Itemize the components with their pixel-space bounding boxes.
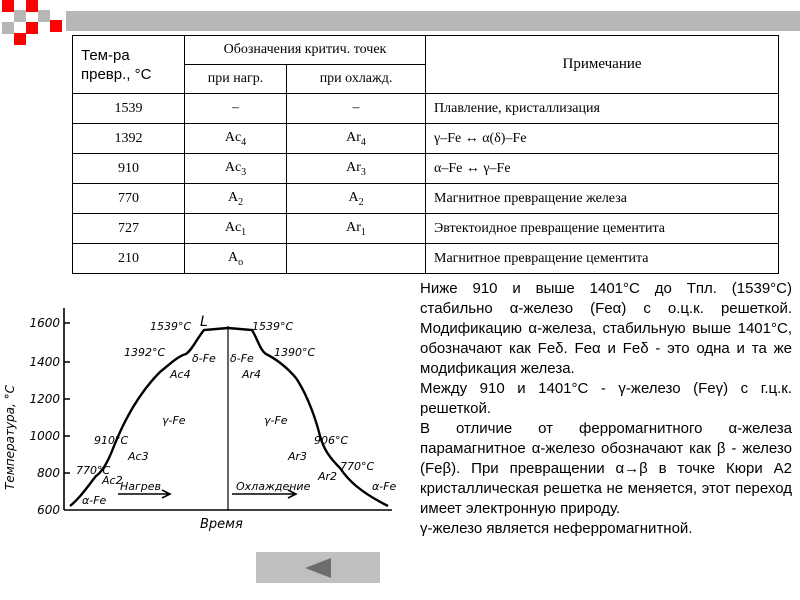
label-906: 906°С	[314, 434, 349, 447]
critical-points-table	[72, 35, 779, 274]
cell-cool: –	[287, 94, 426, 124]
label-liquid: L	[200, 314, 208, 330]
cell-cool: $Ar_3$	[287, 154, 426, 184]
cell-heat: –	[185, 94, 287, 124]
description-paragraph: Между 910 и 1401°С - γ-железо (Feγ) с г.ц.к. решеткой.	[420, 380, 792, 417]
cell-temp: 727	[73, 214, 185, 244]
y-axis-label: Температура, °С	[3, 384, 17, 490]
ytick-label: 800	[37, 466, 60, 480]
description-paragraph: Ниже 910 и выше 1401°С до Tпл. (1539°С) стабильно α-железо (Feα) с о.ц.к. решеткой. Модификацию α-железа, стабильную выше 1401°С, обозначают как Feδ. Feα и Feδ - это одна и та же модификация железа.	[420, 280, 792, 377]
label-ac2: Ac2	[102, 474, 123, 487]
cell-note: Магнитное превращение цементита	[426, 244, 779, 274]
cell-note: Плавление, кристаллизация	[426, 94, 779, 124]
cell-heat: $A_2$	[185, 184, 287, 214]
label-770-right: 770°С	[340, 460, 375, 473]
cell-note: α–Fe ↔ γ–Fe	[426, 154, 779, 184]
table-row	[73, 124, 779, 154]
description-paragraph: γ-железо является неферромагнитной.	[420, 520, 693, 537]
table-row	[73, 244, 779, 274]
label-ac3: Ac3	[128, 450, 149, 463]
label-gamma-fe-right: γ-Fe	[264, 414, 288, 427]
cell-heat: $Ac_1$	[185, 214, 287, 244]
ytick-label: 1000	[29, 429, 60, 443]
label-910: 910°С	[94, 434, 129, 447]
label-1392: 1392°С	[124, 346, 166, 359]
cell-note: Эвтектоидное превращение цементита	[426, 214, 779, 244]
x-axis-label: Время	[200, 517, 243, 532]
table-row	[73, 154, 779, 184]
header-designations: Обозначения критич. точек	[185, 36, 426, 65]
table-row	[73, 94, 779, 124]
label-770-left: 770°С	[76, 464, 111, 477]
decorative-checker-icon	[0, 0, 64, 46]
back-button[interactable]	[256, 552, 380, 583]
cell-temp: 210	[73, 244, 185, 274]
ytick-label: 1200	[29, 392, 60, 406]
heating-cooling-diagram	[0, 300, 400, 532]
cell-temp: 770	[73, 184, 185, 214]
cell-note: Магнитное превращение железа	[426, 184, 779, 214]
label-gamma-fe-left: γ-Fe	[162, 414, 186, 427]
header-note: Примечание	[426, 36, 779, 94]
cell-cool	[287, 244, 426, 274]
cell-heat: $A_о$	[185, 244, 287, 274]
header-cooling: при охлажд.	[287, 65, 426, 94]
cell-temp: 1392	[73, 124, 185, 154]
table-row	[73, 214, 779, 244]
triangle-left-icon	[303, 557, 333, 579]
cell-note: γ–Fe ↔ α(δ)–Fe	[426, 124, 779, 154]
label-ac4: Ac4	[170, 368, 191, 381]
cell-heat: $Ac_3$	[185, 154, 287, 184]
label-ar4: Ar4	[242, 368, 262, 381]
ytick-label: 1400	[29, 355, 60, 369]
label-ar2: Ar2	[318, 470, 338, 483]
label-ar3: Ar3	[288, 450, 308, 463]
table-row	[73, 184, 779, 214]
cell-cool: $Ar_1$	[287, 214, 426, 244]
heating-label: Нагрев	[120, 480, 162, 493]
label-alpha-fe-right: α-Fe	[372, 480, 397, 493]
label-delta-fe-left: δ-Fe	[192, 352, 216, 365]
header-heating: при нагр.	[185, 65, 287, 94]
cell-cool: $A_2$	[287, 184, 426, 214]
ytick-label: 1600	[29, 316, 60, 330]
label-delta-fe-right: δ-Fe	[230, 352, 254, 365]
cell-temp: 910	[73, 154, 185, 184]
header-temperature: Тем-ра превр., °С	[73, 36, 185, 94]
label-1390: 1390°С	[274, 346, 316, 359]
header-bar	[66, 11, 800, 31]
label-1539-left: 1539°С	[150, 320, 192, 333]
ytick-label: 600	[37, 503, 60, 517]
description-paragraph: В отличие от ферромагнитного α-железа парамагнитное α-железо обозначают как β - железо (Feβ). При превращении α→β в точке Кюри A2 кристаллическая решетка не меняется, этот переход имеет электронную природу.	[420, 420, 792, 517]
cell-cool: $Ar_4$	[287, 124, 426, 154]
cooling-label: Охлаждение	[236, 480, 311, 493]
description-text	[420, 279, 792, 539]
label-alpha-fe-left: α-Fe	[82, 494, 107, 507]
cell-temp: 1539	[73, 94, 185, 124]
cell-heat: $Ac_4$	[185, 124, 287, 154]
label-1539-right: 1539°С	[252, 320, 294, 333]
